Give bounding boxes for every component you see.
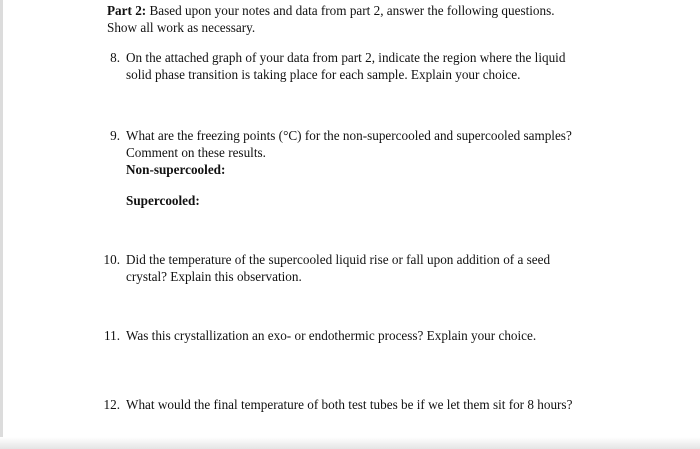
question-number: 10. [103, 252, 120, 267]
question-number: 9. [110, 128, 120, 143]
question-line: Comment on these results. [126, 145, 266, 160]
question-line: Was this crystallization an exo- or endothermic process? Explain your choice. [126, 328, 537, 343]
question-number: 8. [110, 50, 120, 65]
intro-text: Based upon your notes and data from part 2, answer the following questions. [146, 3, 555, 18]
question-number: 12. [103, 397, 120, 412]
page-left-edge [0, 0, 3, 449]
question-9 [110, 127, 686, 209]
page-bottom-shadow [0, 437, 700, 449]
intro-line-2: Show all work as necessary. [107, 20, 256, 35]
supercooled-label: Supercooled: [126, 193, 200, 208]
question-line: What would the final temperature of both test tubes be if we let them sit for 8 hours? [126, 397, 573, 412]
question-11 [104, 327, 686, 344]
question-12 [103, 396, 686, 413]
question-line: On the attached graph of your data from part 2, indicate the region where the liquid [126, 50, 566, 65]
question-line: solid phase transition is taking place for each sample. Explain your choice. [126, 67, 521, 82]
intro-line-1 [107, 2, 667, 19]
question-number: 11. [104, 328, 120, 343]
question-line: crystal? Explain this observation. [126, 269, 302, 284]
question-10 [103, 251, 686, 285]
question-8 [110, 49, 686, 83]
non-supercooled-label: Non-supercooled: [126, 162, 226, 177]
part-label: Part 2: [107, 3, 147, 18]
question-line: Did the temperature of the supercooled liquid rise or fall upon addition of a seed [126, 252, 551, 267]
question-line: What are the freezing points (°C) for the non-supercooled and supercooled samples? [126, 128, 572, 143]
part-intro [107, 2, 667, 36]
